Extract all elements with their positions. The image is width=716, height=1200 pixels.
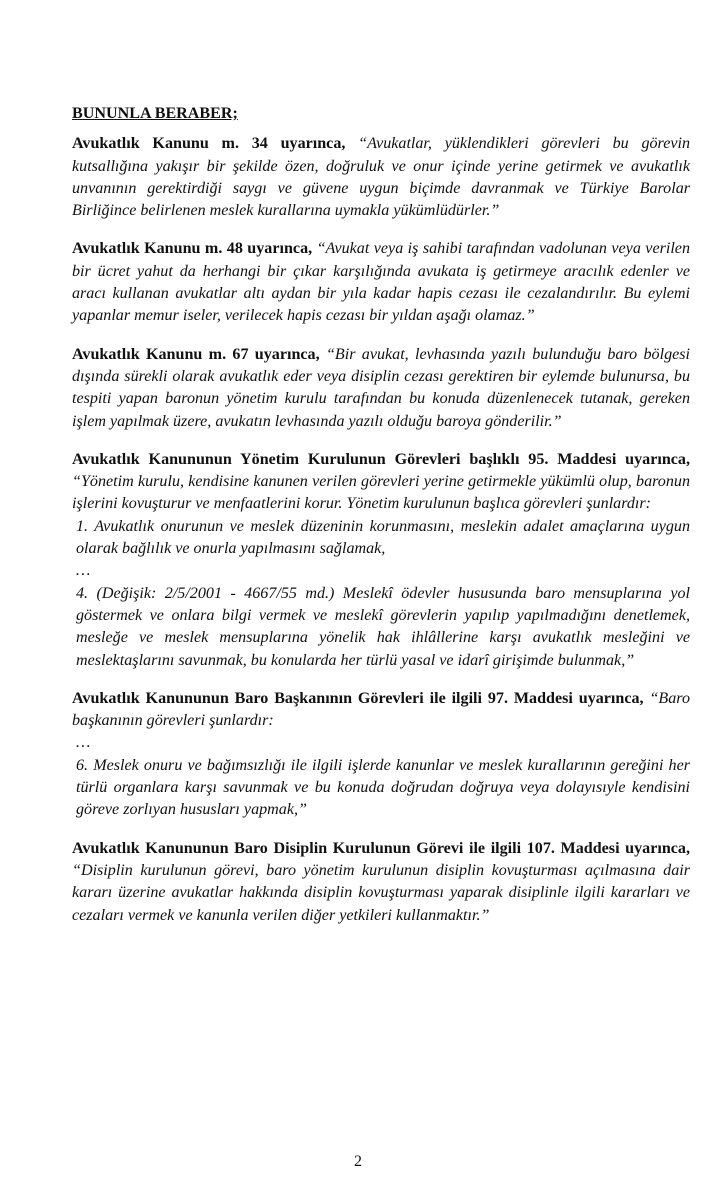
article-reference: Avukatlık Kanunu m. 34 uyarınca, bbox=[72, 135, 346, 153]
article-quote: “Baro başkanının görevleri şunlardır: bbox=[72, 689, 690, 730]
article-reference: Avukatlık Kanununun Baro Başkanının Görevleri ile ilgili 97. Maddesi uyarınca, bbox=[72, 689, 644, 707]
article-quote: “Yönetim kurulu, kendisine kanunen verilen görevleri yerine getirmekle yükümlü olup, baronun işlerini kovuşturur ve menfaatlerini korur. Yönetim kurulunun başlıca görevleri şunlardır: bbox=[72, 473, 690, 513]
article-reference: Avukatlık Kanunu m. 67 uyarınca, bbox=[72, 345, 320, 363]
section-heading: BUNUNLA BERABER; bbox=[72, 105, 238, 122]
list-item: 6. Meslek onuru ve bağımsızlığı ile ilgili işlerde kanunlar ve meslek kurallarının gereğini her türlü organlara karşı savunmak ve bu konuda doğrudan doğruya veya dolayısıyle kendisini göreve zorlıyan hususları yapmak,” bbox=[76, 756, 690, 819]
list-item: … bbox=[76, 562, 91, 580]
paragraph-article-48 bbox=[72, 238, 690, 327]
paragraph-article-34 bbox=[72, 133, 690, 222]
article-reference: Avukatlık Kanunu m. 48 uyarınca, bbox=[72, 240, 313, 258]
paragraph-article-67 bbox=[72, 344, 690, 433]
article-quote: “Disiplin kurulunun görevi, baro yönetim kurulunun disiplin kovuşturması açılmasına dair kararı üzerine avukatlar hakkında disiplin kovuşturması yaparak disiplinle ilgili kararları ve cezaları vermek ve kanunla verilen diğer yetkileri kullanmaktır.” bbox=[72, 861, 690, 924]
list-item: 4. (Değişik: 2/5/2001 - 4667/55 md.) Meslekî ödevler hususunda baro mensuplarına yol göstermek ve onlara bilgi vermek ve meslekî görevlerin yapılıp yapılmadığını denetlemek, mesleğe ve meslek mensuplarına yönelik hak ihlâllerine karşı avukatlık mesleğini ve meslektaşlarını savunmak, bu konularda her türlü yasal ve idarî girişimde bulunmak,” bbox=[76, 584, 690, 669]
article-reference: Avukatlık Kanununun Yönetim Kurulunun Görevleri başlıklı 95. Maddesi uyarınca, bbox=[72, 450, 690, 468]
article-quote: “Avukat veya iş sahibi tarafından vadolunan veya verilen bir ücret yahut da herhangi bir çıkar karşılığında avukata iş getirmeye aracılık edenler ve aracı kullanan avukatlar altı aydan bir yıla kadar hapis cezası ile cezalandırılır. Bu eylemi yapanlar memur iseler, verilecek hapis cezası bir yıldan aşağı olamaz.” bbox=[72, 240, 690, 325]
list-item: 1. Avukatlık onurunun ve meslek düzeninin korunmasını, meslekin adalet amaçlarına uygun olarak bağlılık ve onurla yapılmasını sağlamak, bbox=[76, 517, 690, 558]
page-number: 2 bbox=[354, 1153, 362, 1170]
list-item: … bbox=[76, 734, 91, 752]
paragraph-article-107 bbox=[72, 838, 690, 927]
paragraph-article-97 bbox=[72, 688, 690, 822]
article-reference: Avukatlık Kanununun Baro Disiplin Kurulunun Görevi ile ilgili 107. Maddesi uyarınca, bbox=[72, 839, 690, 857]
article-intro bbox=[72, 449, 690, 516]
article-quote: “Avukatlar, yüklendikleri görevleri bu görevin kutsallığına yakışır bir şekilde özen, doğruluk ve onur içinde yerine getirmek ve avukatlık unvanının gerektirdiği saygı ve güvene uygun biçimde davranmak ve Türkiye Barolar Birliğince belirlenen meslek kurallarına uymakla yükümlüdürler.” bbox=[72, 135, 691, 220]
document-body bbox=[72, 103, 690, 943]
article-quote: “Bir avukat, levhasında yazılı bulunduğu baro bölgesi dışında sürekli olarak avukatlık eder veya disiplin cezası gerektiren bir eylemde bulunursa, bu tespiti yapan baronun yönetim kurulu tarafından bu konuda düzenlenecek tutanak, gereken işlem yapılmak üzere, avukatın levhasında yazılı olduğu baroya gönderilir.” bbox=[72, 345, 690, 430]
article-intro bbox=[72, 688, 690, 733]
paragraph-article-95 bbox=[72, 449, 690, 672]
